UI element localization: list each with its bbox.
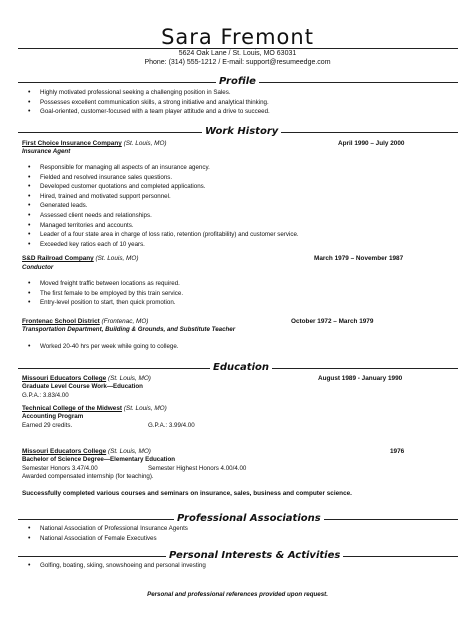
list-item: • Moved freight traffic between locations as required.: [28, 279, 458, 289]
job-header: [22, 255, 458, 263]
resume-name: Sara Fremont: [161, 25, 314, 49]
associations-list: [28, 524, 458, 543]
section-education: [18, 362, 458, 374]
job-header: [22, 140, 458, 148]
list-item: • Exceeded key ratios each of 10 years.: [28, 240, 458, 250]
job-role: Conductor: [22, 264, 54, 271]
credits: Earned 29 credits.: [22, 422, 73, 429]
education-note: Successfully completed various courses and seminars on insurance, sales, business and computer science.: [22, 490, 352, 497]
job-dates: October 1972 – March 1979: [291, 318, 374, 325]
company-name: Frontenac School District: [22, 318, 100, 325]
list-item: • Hired, trained and motivated support personnel.: [28, 192, 458, 202]
job-role: Insurance Agent: [22, 148, 71, 155]
school-name: Technical College of the Midwest: [22, 405, 123, 412]
list-item: • National Association of Professional Insurance Agents: [28, 524, 458, 534]
gpa: G.P.A.: 3.99/4.00: [148, 422, 195, 429]
school-location: (St. Louis, MO): [107, 448, 151, 455]
section-work-history: [18, 126, 458, 138]
school-header: [22, 448, 458, 456]
section-profile: [18, 76, 458, 88]
job-role: Transportation Department, Building & Grounds, and Substitute Teacher: [22, 326, 236, 333]
company-name: First Choice Insurance Company: [22, 140, 122, 147]
list-item: • Assessed client needs and relationships.: [28, 211, 458, 221]
job-header: [22, 318, 458, 326]
honors: Semester Honors 3.47/4.00: [22, 465, 98, 472]
school-name: Missouri Educators College: [22, 448, 107, 455]
school-header: [22, 375, 458, 383]
company-location: (Frontenac, MO): [101, 318, 149, 325]
section-title: Education: [210, 362, 272, 374]
degree: Graduate Level Course Work—Education: [22, 383, 143, 390]
list-item: • The first female to be employed by this train service.: [28, 289, 458, 299]
list-item: • Managed territories and accounts.: [28, 221, 458, 231]
list-item: • Generated leads.: [28, 201, 458, 211]
contact-line: Phone: (314) 555-1212 / E-mail: support@resumeedge.com: [144, 59, 331, 66]
school-dates: 1976: [390, 448, 405, 455]
school-location: (St. Louis, MO): [123, 405, 167, 412]
company-name: S&D Railroad Company: [22, 255, 94, 262]
list-item: • Entry-level position to start, then quick promotion.: [28, 298, 458, 308]
job-duties: [28, 163, 458, 249]
gpa: G.P.A.: 3.83/4.00: [22, 392, 69, 399]
list-item: • Golfing, boating, skiing, snowshoeing and personal investing: [28, 561, 458, 571]
job-dates: April 1990 – July 2000: [338, 140, 405, 147]
section-title: Personal Interests & Activities: [166, 550, 343, 562]
list-item: • Highly motivated professional seeking a challenging position in Sales.: [28, 88, 458, 98]
profile-list: [28, 88, 458, 117]
interests-list: [28, 561, 458, 571]
list-item: • Developed customer quotations and completed applications.: [28, 182, 458, 192]
school-header: [22, 405, 458, 413]
references-note: Personal and professional references provided upon request.: [147, 591, 328, 598]
section-title: Work History: [202, 126, 281, 138]
job-duties: [28, 342, 458, 352]
school-name: Missouri Educators College: [22, 375, 107, 382]
school-dates: August 1989 - January 1990: [318, 375, 403, 382]
list-item: • Responsible for managing all aspects of an insurance agency.: [28, 163, 458, 173]
list-item: • Leader of a four state area in charge of loss ratio, retention (profitability) and customer service.: [28, 230, 458, 240]
job-dates: March 1979 – November 1987: [314, 255, 404, 262]
degree: Bachelor of Science Degree—Elementary Education: [22, 456, 176, 463]
degree: Accounting Program: [22, 413, 84, 420]
list-item: • Fielded and resolved insurance sales questions.: [28, 173, 458, 183]
address-line: 5624 Oak Lane / St. Louis, MO 63031: [178, 50, 297, 57]
list-item: • Possesses excellent communication skills, a strong initiative and analytical thinking.: [28, 98, 458, 108]
list-item: • Goal-oriented, customer-focused with a team player attitude and a drive to succeed.: [28, 107, 458, 117]
honors: Semester Highest Honors 4.00/4.00: [148, 465, 247, 472]
school-location: (St. Louis, MO): [107, 375, 151, 382]
list-item: • Worked 20-40 hrs per week while going to college.: [28, 342, 458, 352]
section-title: Professional Associations: [174, 513, 324, 525]
internship: Awarded compensated internship (for teaching).: [22, 473, 154, 480]
company-location: (St. Louis, MO): [95, 255, 139, 262]
company-location: (St. Louis, MO): [123, 140, 167, 147]
list-item: • National Association of Female Executives: [28, 534, 458, 544]
section-title: Profile: [216, 76, 259, 88]
job-duties: [28, 279, 458, 308]
